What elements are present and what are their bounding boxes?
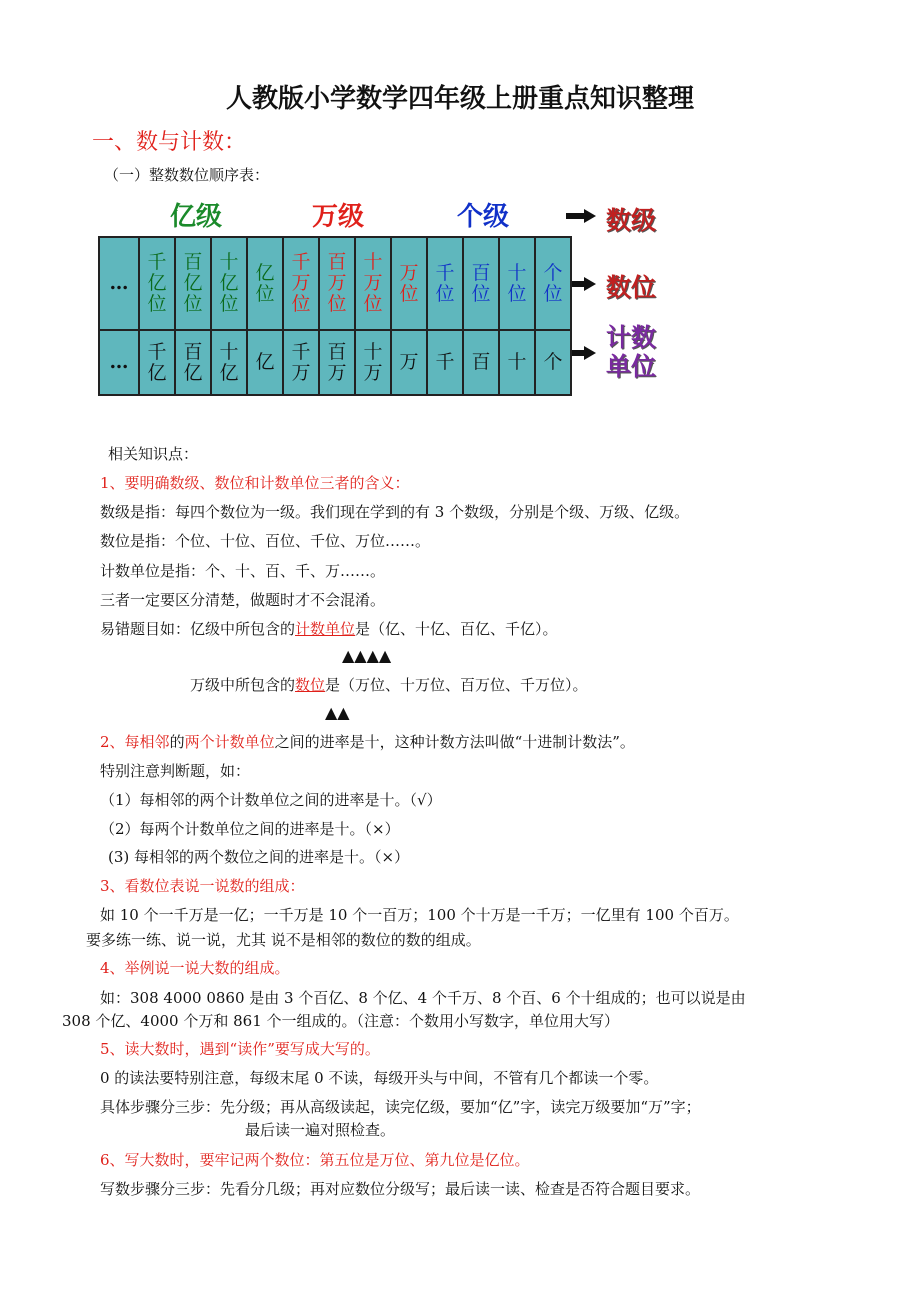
text-line: 写数步骤分三步：先看分几级；再对应数位分级写；最后读一读、检查是否符合题目要求。 — [100, 1180, 701, 1198]
unit-cell — [355, 330, 391, 395]
subsection-heading: （一）整数数位顺序表： — [104, 166, 270, 184]
unit-cell — [283, 330, 319, 395]
text-line: 数级是指：每四个数位为一级。我们现在学到的有 3 个数级，分别是个级、万级、亿级。 — [100, 503, 690, 521]
place-name: 十万位 — [363, 251, 383, 315]
unit-cell — [211, 330, 247, 395]
unit-cell — [427, 330, 463, 395]
place-name: 十亿位 — [219, 251, 239, 315]
text-line: 数位是指：个位、十位、百位、千位、万位……。 — [100, 532, 431, 550]
place-cell — [499, 237, 535, 330]
ellipsis-cell: … — [99, 330, 139, 395]
point-2-heading: 2、每相邻的两个计数单位之间的进率是十，这种计数方法叫做“十进制计数法”。 — [100, 733, 635, 751]
level-label-yi: 亿级 — [170, 202, 223, 232]
unit-name: 亿 — [255, 351, 275, 373]
unit-name: 百万 — [327, 340, 347, 384]
judgement-2: （2）每两个计数单位之间的进率是十。（×） — [100, 820, 400, 838]
section-heading: 一、数与计数： — [92, 130, 247, 155]
point-1-heading: 1、要明确数级、数位和计数单位三者的含义： — [100, 474, 410, 492]
place-cell — [427, 237, 463, 330]
text-line: 具体步骤分三步：先分级；再从高级读起，读完亿级，要加“亿”字，读完万级要加“万”字； — [100, 1098, 701, 1116]
place-name: 万位 — [399, 261, 419, 305]
unit-name: 千万 — [291, 340, 311, 384]
point-5-heading: 5、读大数时，遇到“读作”要写成大写的。 — [100, 1040, 380, 1058]
side-label-units: 计数单位 — [606, 323, 657, 381]
place-cell — [247, 237, 283, 330]
level-label-ge: 个级 — [457, 202, 510, 232]
place-name: 百位 — [471, 261, 491, 305]
unit-name: 个 — [543, 351, 563, 373]
place-cell — [463, 237, 499, 330]
unit-cell — [499, 330, 535, 395]
error-example-2: 万级中所包含的数位是（万位、十万位、百万位、千万位）。 — [190, 676, 588, 694]
unit-cell — [247, 330, 283, 395]
unit-cell — [463, 330, 499, 395]
place-cell — [175, 237, 211, 330]
text-line: 如：308 4000 0860 是由 3 个百亿、8 个亿、4 个千万、8 个百、6 个十组成的；也可以说是由 — [100, 989, 746, 1007]
triangle-marks: ▲▲▲▲ — [342, 646, 392, 665]
related-knowledge-label: 相关知识点： — [108, 445, 199, 463]
place-name: 千万位 — [291, 251, 311, 315]
place-cell — [211, 237, 247, 330]
place-cell — [283, 237, 319, 330]
unit-cell — [391, 330, 427, 395]
point-6-heading: 6、写大数时，要牢记两个数位：第五位是万位、第九位是亿位。 — [100, 1151, 530, 1169]
unit-name: 千 — [435, 351, 455, 373]
text-line: 特别注意判断题，如： — [100, 762, 251, 780]
triangle-marks: ▲▲ — [325, 703, 350, 722]
point-4-heading: 4、举例说一说大数的组成。 — [100, 959, 290, 977]
place-name: 百亿位 — [183, 251, 203, 315]
place-name: 个位 — [543, 261, 563, 305]
unit-name: 十万 — [363, 340, 383, 384]
unit-name: 千亿 — [147, 340, 167, 384]
unit-cell — [139, 330, 175, 395]
unit-cell — [175, 330, 211, 395]
side-label-levels: 数级 — [606, 206, 657, 235]
unit-cell — [319, 330, 355, 395]
unit-name: 万 — [399, 351, 419, 373]
arrow-right-icon — [566, 209, 596, 223]
text-line: 计数单位是指：个、十、百、千、万……。 — [100, 562, 386, 580]
place-cell — [535, 237, 571, 330]
place-cell — [319, 237, 355, 330]
place-cell — [391, 237, 427, 330]
judgement-1: （1）每相邻的两个计数单位之间的进率是十。（√） — [100, 791, 442, 809]
page-title: 人教版小学数学四年级上册重点知识整理 — [225, 84, 694, 114]
text-line: 要多练一练、说一说，尤其 说不是相邻的数位的数的组成。 — [86, 931, 481, 949]
unit-cell — [535, 330, 571, 395]
error-example-1: 易错题目如：亿级中所包含的计数单位是（亿、十亿、百亿、千亿）。 — [100, 620, 558, 638]
unit-name: 百 — [471, 351, 491, 373]
place-cell — [139, 237, 175, 330]
place-name: 百万位 — [327, 251, 347, 315]
text-line: 308 个亿、4000 个万和 861 个一组成的。（注意：个数用小写数字，单位用大写） — [62, 1012, 620, 1030]
place-value-table — [98, 236, 572, 396]
judgement-3: (3) 每相邻的两个数位之间的进率是十。（×） — [108, 848, 410, 866]
level-label-wan: 万级 — [312, 202, 365, 232]
place-name: 亿位 — [255, 261, 275, 305]
text-line: 三者一定要区分清楚，做题时才不会混淆。 — [100, 591, 386, 609]
side-label-places: 数位 — [606, 273, 657, 302]
unit-name: 十亿 — [219, 340, 239, 384]
place-name: 千位 — [435, 261, 455, 305]
place-cell — [355, 237, 391, 330]
text-line: 0 的读法要特别注意，每级末尾 0 不读，每级开头与中间，不管有几个都读一个零。 — [100, 1069, 659, 1087]
ellipsis-cell: … — [99, 237, 139, 330]
place-name: 千亿位 — [147, 251, 167, 315]
place-name: 十位 — [507, 261, 527, 305]
text-line: 最后读一遍对照检查。 — [245, 1121, 396, 1139]
unit-name: 百亿 — [183, 340, 203, 384]
unit-name: 十 — [507, 351, 527, 373]
point-3-heading: 3、看数位表说一说数的组成： — [100, 877, 305, 895]
text-line: 如 10 个一千万是一亿；一千万是 10 个一百万；100 个十万是一千万；一亿里有 100 个百万。 — [100, 906, 739, 924]
